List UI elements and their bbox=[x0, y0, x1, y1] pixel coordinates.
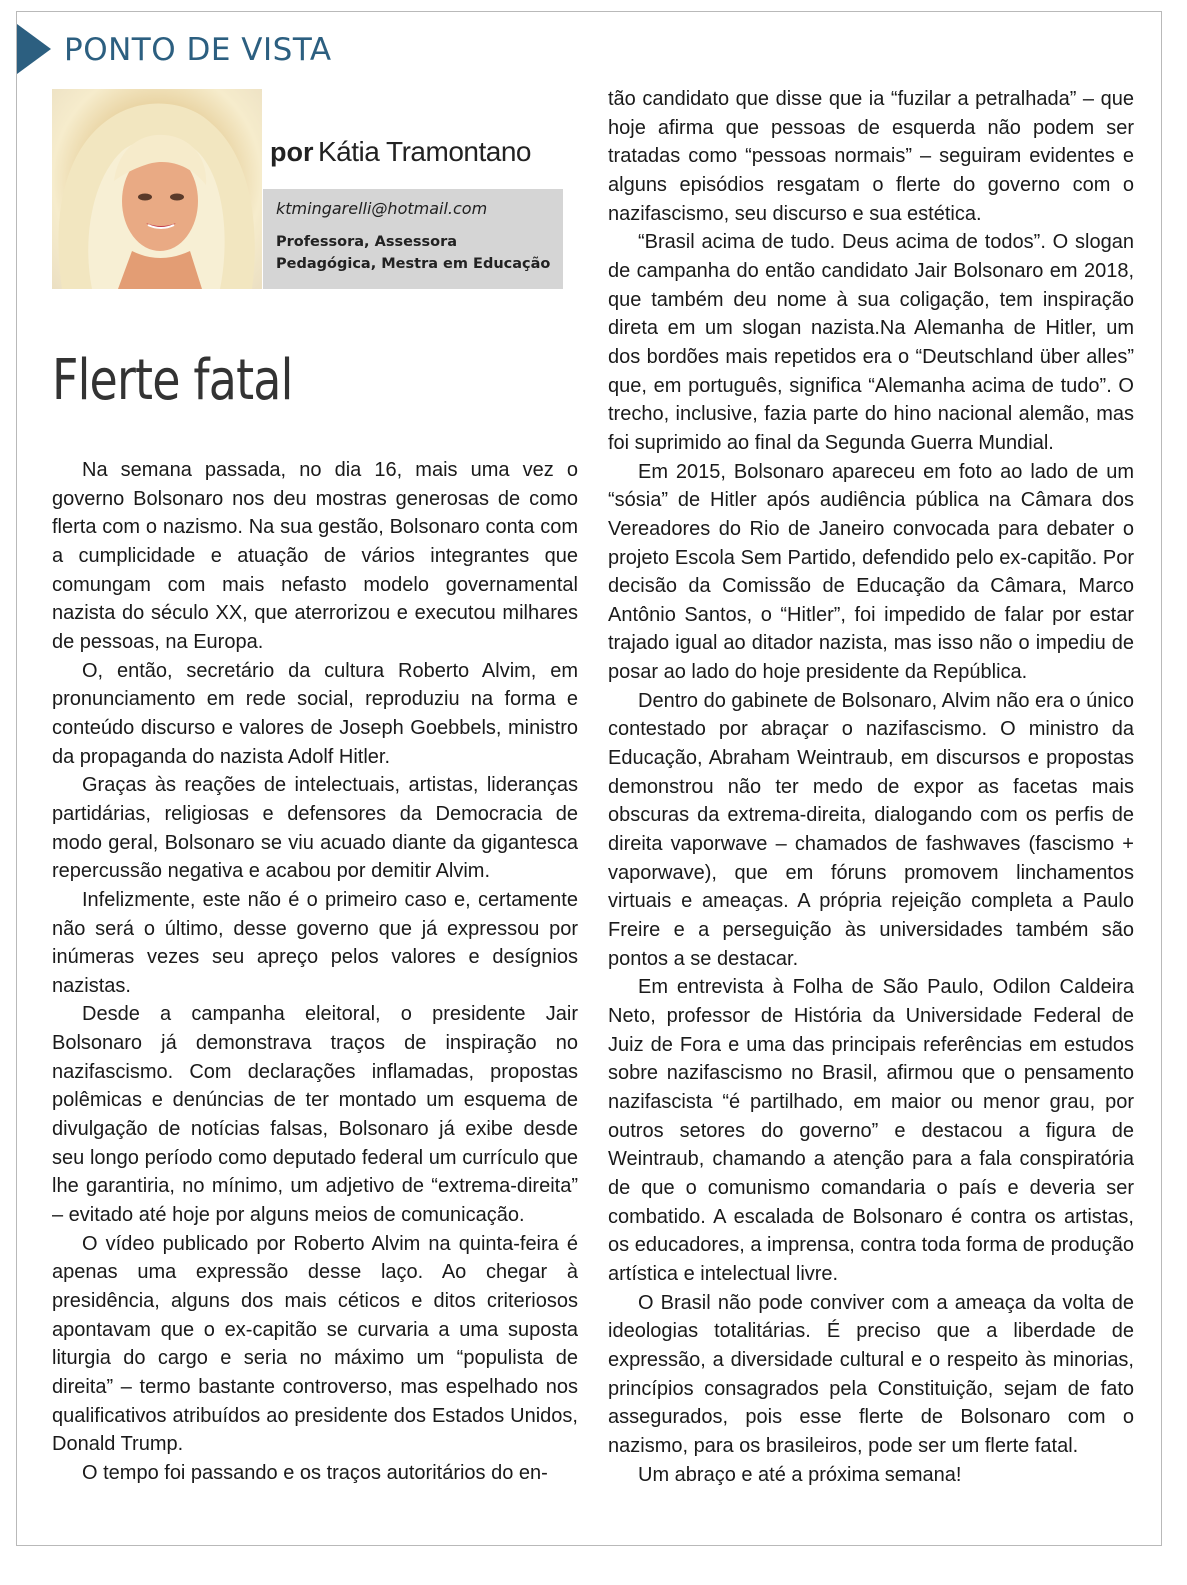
author-info-box bbox=[263, 189, 563, 289]
paragraph: Infelizmente, este não é o primeiro caso e, certamente não será o último, desse governo que já expressou por inúmeras vezes seu apreço pelos valores e desígnios nazistas. bbox=[52, 888, 578, 997]
paragraph: O tempo foi passando e os traços autoritários do en- bbox=[82, 1461, 548, 1484]
paragraph: Desde a campanha eleitoral, o presidente Jair Bolsonaro já demonstrava traços de inspiração no nazifascismo. Com declarações inflamadas, propostas polêmicas e denúncias de ter montado um esquema de divulgação de notícias falsas, Bolsonaro já exibe desde seu longo período como deputado federal um currículo que lhe garantiria, no mínimo, um adjetivo de “extrema-direita” – evitado até hoje por alguns meios de comunicação. bbox=[52, 1003, 578, 1227]
author-role: Professora, Assessora Pedagógica, Mestra em Educação bbox=[276, 234, 551, 272]
byline-prefix: por bbox=[270, 137, 314, 167]
paragraph: O, então, secretário da cultura Roberto Alvim, em pronunciamento em rede social, reproduziu na forma e conteúdo discurso e valores de Joseph Goebbels, ministro da propaganda do nazista Adolf Hitler. bbox=[52, 659, 578, 768]
paragraph: O Brasil não pode conviver com a ameaça da volta de ideologias totalitárias. É preciso que a liberdade de expressão, a diversidade cultural e o respeito às minorias, princípios consagrados pela Constituição, sejam de fato assegurados, pois esse flerte de Bolsonaro com o nazismo, para os brasileiros, pode ser um flerte fatal. bbox=[608, 1291, 1134, 1457]
author-byline bbox=[270, 136, 531, 168]
author-name: Kátia Tramontano bbox=[317, 136, 531, 167]
paragraph: Graças às reações de intelectuais, artistas, lideranças partidárias, religiosas e defensores da Democracia de modo geral, Bolsonaro se viu acuado diante da gigantesca repercussão negativa e acabou por demitir Alvim. bbox=[52, 774, 578, 883]
article-column-left bbox=[52, 456, 578, 1488]
section-label: PONTO DE VISTA bbox=[64, 32, 332, 68]
author-email[interactable]: ktmingarelli@hotmail.com bbox=[276, 199, 488, 218]
paragraph: “Brasil acima de tudo. Deus acima de todos”. O slogan de campanha do então candidato Jair Bolsonaro em 2018, que também deu nome à sua coligação, tem inspiração direta em um slogan nazista.Na Alemanha de Hitler, um dos bordões mais repetidos era o “Deutschland über alles” que, em português, significa “Alemanha acima de tudo”. O trecho, inclusive, fazia parte do hino nacional alemão, mas foi suprimido ao final da Segunda Guerra Mundial. bbox=[608, 231, 1134, 454]
article-column-right bbox=[608, 85, 1134, 1489]
author-photo bbox=[52, 89, 262, 289]
paragraph: Em entrevista à Folha de São Paulo, Odilon Caldeira Neto, professor de História da Universidade Federal de Juiz de Fora e uma das principais referências em estudos sobre nazifascismo no Brasil, afirmou que o pensamento nazifascista “é partilhado, em maior ou menor grau, por outros setores do governo” e destacou a figura de Weintraub, chamando a atenção para a fala conspiratória de que o comunismo comandaria o país e deveria ser combatido. A escalada de Bolsonaro é contra os artistas, os educadores, a imprensa, contra toda forma de produção artística e intelectual livre. bbox=[608, 976, 1134, 1285]
section-arrow-icon bbox=[17, 24, 51, 74]
paragraph: Em 2015, Bolsonaro apareceu em foto ao lado de um “sósia” de Hitler após audiência pública na Câmara dos Vereadores do Rio de Janeiro convocada para debater o projeto Escola Sem Partido, defendido pelo ex-capitão. Por decisão da Comissão de Educação da Câmara, Marco Antônio Santos, o “Hitler”, foi impedido de falar por estar trajado igual ao ditador nazista, mas isso não o impediu de posar ao lado do hoje presidente da República. bbox=[608, 460, 1134, 684]
paragraph: Um abraço e até a próxima semana! bbox=[638, 1463, 962, 1486]
paragraph: Dentro do gabinete de Bolsonaro, Alvim não era o único contestado por abraçar o nazifascismo. O ministro da Educação, Abraham Weintraub, em discursos e propostas demonstrou não ter medo de expor as facetas mais obscuras da extrema-direita, dialogando com os perfis de direita vaporwave – chamados de fashwaves (fascismo + vaporwave), que em fóruns promovem linchamentos virtuais e ameaças. A própria rejeição completa a Paulo Freire e a perseguição às universidades também são pontos a se destacar. bbox=[608, 689, 1134, 970]
article-title: Flerte fatal bbox=[52, 348, 293, 413]
paragraph: O vídeo publicado por Roberto Alvim na quinta-feira é apenas uma expressão desse laço. Ao chegar à presidência, alguns dos mais céticos e ditos criteriosos apontavam que o ex-capitão se curvaria a uma suposta liturgia do cargo e seria no máximo um “populista de direita” – termo bastante controverso, mas espelhado nos qualificativos atribuídos ao presidente dos Estados Unidos, Donald Trump. bbox=[52, 1232, 578, 1456]
paragraph: Na semana passada, no dia 16, mais uma vez o governo Bolsonaro nos deu mostras generosas de como flerta com o nazismo. Na sua gestão, Bolsonaro conta com a cumplicidade e atuação de vários integrantes que comungam com mais nefasto modelo governamental nazista do século XX, que aterrorizou e executou milhares de pessoas, na Europa. bbox=[52, 459, 578, 653]
paragraph-continuation: tão candidato que disse que ia “fuzilar a petralhada” – que hoje afirma que pessoas de esquerda não podem ser tratadas como “pessoas normais” – seguiram evidentes e alguns episódios resgatam o flerte do governo com o nazifascismo, seu discurso e sua estética. bbox=[608, 88, 1134, 225]
